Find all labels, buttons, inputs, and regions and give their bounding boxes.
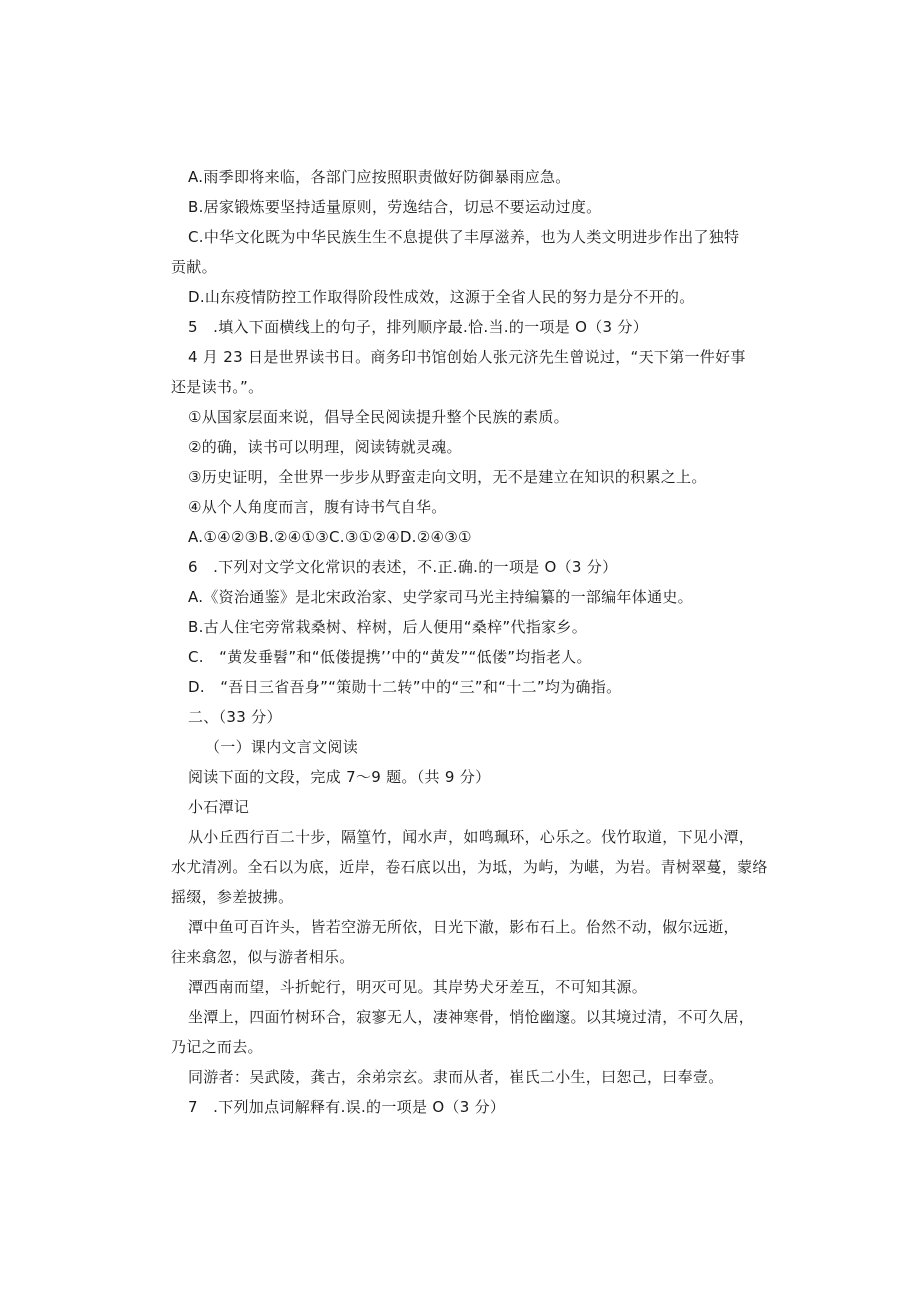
q5-sentence-2: ②的确，读书可以明理，阅读铸就灵魂。: [188, 438, 462, 456]
passage-title: 小石潭记: [188, 798, 250, 816]
passage-para-3: 潭西南而望，斗折蛇行，明灭可见。其岸势犬牙差互，不可知其源。: [188, 978, 648, 996]
option-d-line: D.山东疫情防控工作取得阶段性成效，这源于全省人民的努力是分不开的。: [188, 288, 695, 306]
q6-option-c: C. “黄发垂髫”和“低偻提携’’中的“黄发”“低偻”均指老人。: [188, 648, 592, 666]
passage-para-5: 同游者：吴武陵，龚古，余弟宗玄。隶而从者，崔氏二小生，曰恕己，曰奉壹。: [188, 1068, 724, 1086]
q5-sentence-1: ①从国家层面来说，倡导全民阅读提升整个民族的素质。: [188, 408, 569, 426]
passage-para-2-line-2: 往来翕忽，似与游者相乐。: [171, 948, 355, 966]
q5-passage-line-2: 还是读书。”。: [171, 378, 264, 396]
option-c-continuation: 贡献。: [171, 258, 217, 276]
option-b-line: B.居家锻炼要坚持适量原则，劳逸结合，切忌不要运动过度。: [188, 198, 602, 216]
passage-para-4-line-2: 乃记之而去。: [171, 1038, 263, 1056]
option-c-line: C.中华文化既为中华民族生生不息提供了丰厚滋养，也为人类文明进步作出了独特: [188, 228, 740, 246]
question-7-heading: 7 .下列加点词解释有.误.的一项是 O（3 分）: [188, 1098, 506, 1116]
passage-para-1-line-2: 水尤清冽。全石以为底，近岸，卷石底以出，为坻，为屿，为嵁，为岩。青树翠蔓，蒙络: [171, 858, 768, 876]
passage-para-4-line-1: 坐潭上，四面竹树环合，寂寥无人，凄神寒骨，悄怆幽邃。以其境过清，不可久居，: [188, 1008, 755, 1026]
question-6-heading: 6 .下列对文学文化常识的表述，不.正.确.的一项是 O（3 分）: [188, 558, 618, 576]
option-a-line: A.雨季即将来临，各部门应按照职责做好防御暴雨应急。: [188, 168, 571, 186]
q6-option-b: B.古人住宅旁常栽桑树、梓树，后人便用“桑梓”代指家乡。: [188, 618, 588, 636]
q5-sentence-4: ④从个人角度而言，腹有诗书气自华。: [188, 498, 447, 516]
question-5-heading: 5 .填入下面横线上的句子，排列顺序最.恰.当.的一项是 O（3 分）: [188, 318, 649, 336]
passage-para-1-line-3: 摇缀，参差披拂。: [171, 888, 294, 906]
reading-instruction: 阅读下面的文段，完成 7～9 题。（共 9 分）: [188, 768, 491, 786]
q6-option-a: A.《资治通鉴》是北宋政治家、史学家司马光主持编纂的一部编年体通史。: [188, 588, 693, 606]
q5-options: A.①④②③B.②④①③C.③①②④D.②④③①: [188, 528, 472, 546]
q5-sentence-3: ③历史证明，全世界一步步从野蛮走向文明，无不是建立在知识的积累之上。: [188, 468, 707, 486]
passage-para-1-line-1: 从小丘西行百二十步，隔篁竹，闻水声，如鸣珮环，心乐之。伐竹取道，下见小潭，: [188, 828, 755, 846]
section-two-heading: 二、（33 分）: [188, 708, 282, 726]
q6-option-d: D. “吾日三省吾身”“策勋十二转”中的“三”和“十二”均为确指。: [188, 678, 622, 696]
passage-para-2-line-1: 潭中鱼可百许头，皆若空游无所依，日光下澈，影布石上。佁然不动，俶尔远逝，: [188, 918, 739, 936]
subsection-heading: （一）课内文言文阅读: [205, 738, 359, 756]
q5-passage-line-1: 4 月 23 日是世界读书日。商务印书馆创始人张元济先生曾说过，“天下第一件好事: [188, 348, 746, 366]
